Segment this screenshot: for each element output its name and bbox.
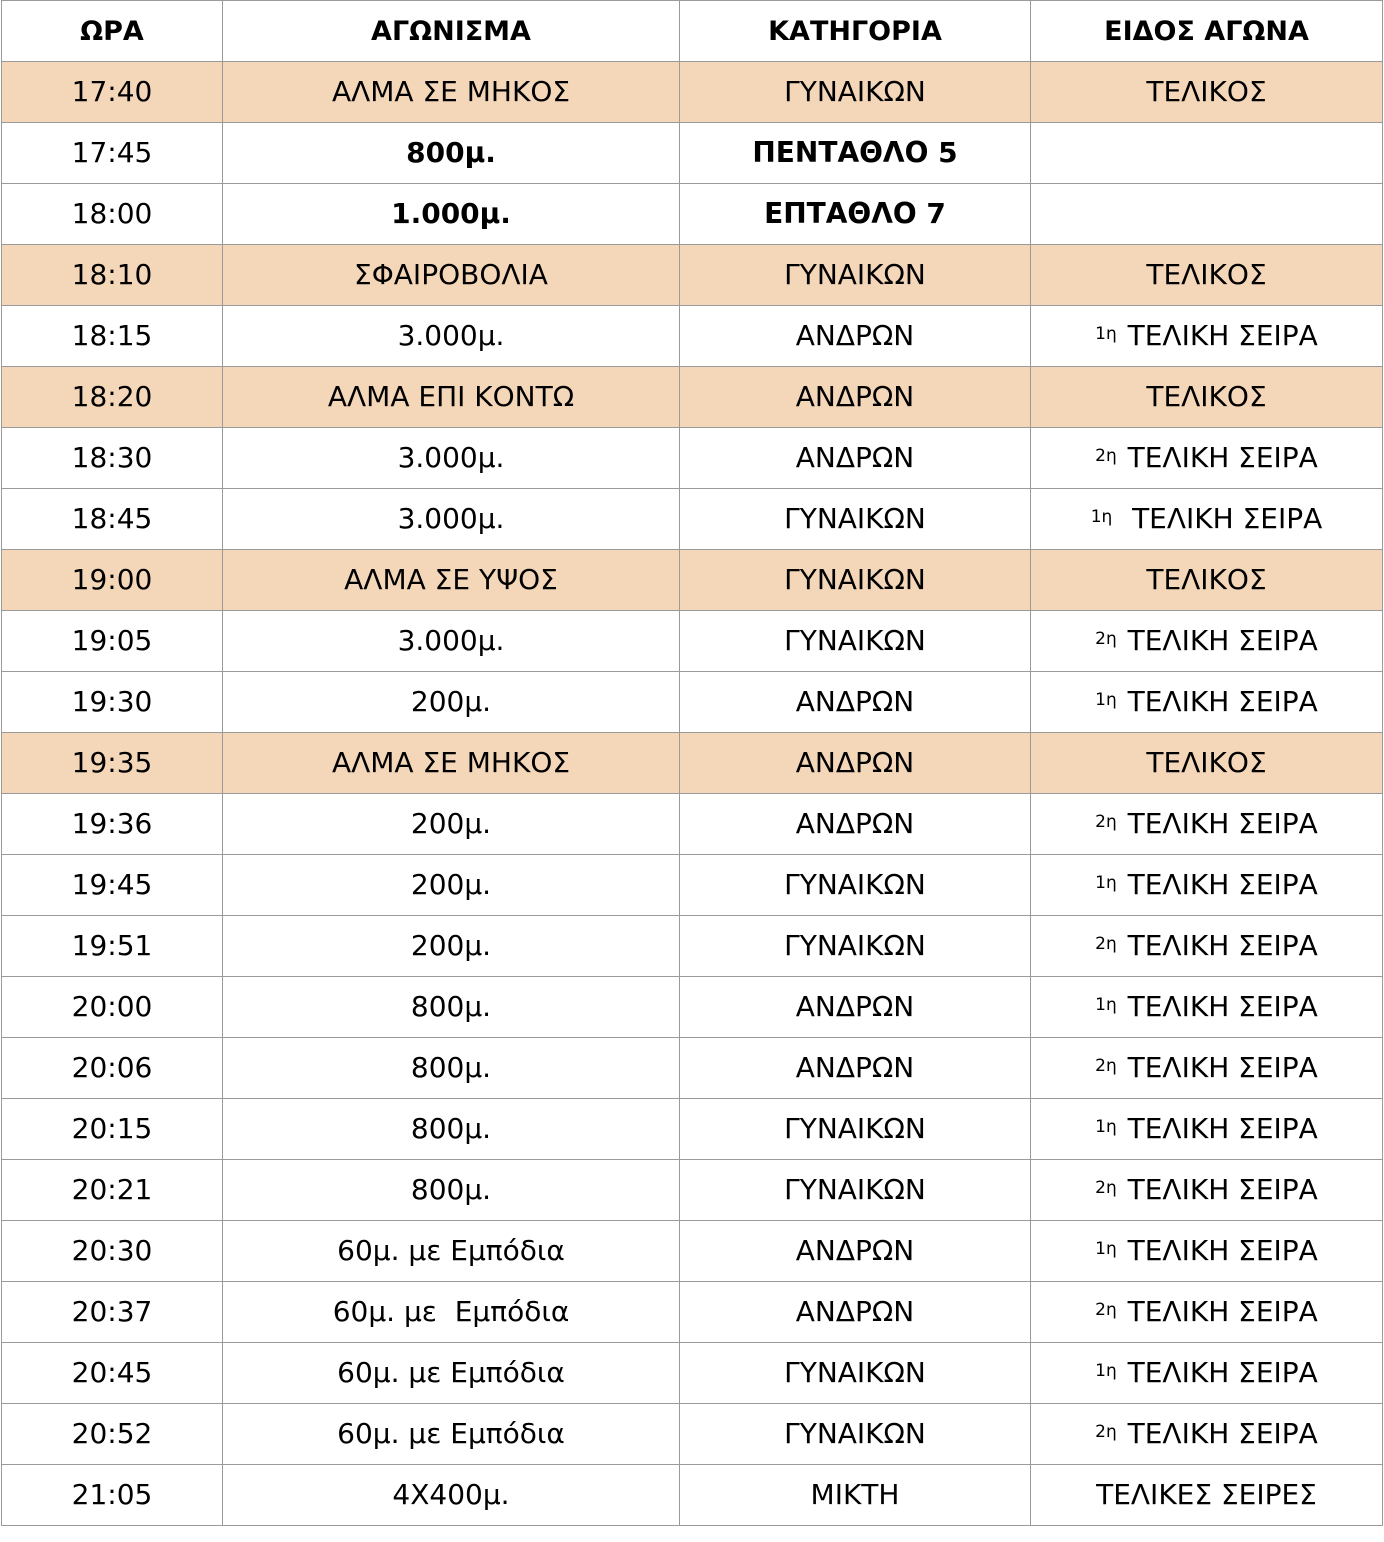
- cell-type: [1031, 489, 1383, 550]
- cell-event: 3.000μ.: [223, 489, 680, 550]
- type-text: ΤΕΛΙΚΗ ΣΕΙΡΑ: [1118, 868, 1318, 901]
- ordinal-mark: 2η: [1095, 934, 1117, 954]
- header-time: ΩΡΑ: [2, 1, 223, 62]
- cell-event: 800μ.: [223, 1160, 680, 1221]
- cell-category: ΓΥΝΑΙΚΩΝ: [680, 855, 1031, 916]
- cell-event: 1.000μ.: [223, 184, 680, 245]
- cell-time: 19:00: [2, 550, 223, 611]
- cell-time: 18:30: [2, 428, 223, 489]
- cell-category: ΠΕΝΤΑΘΛΟ 5: [680, 123, 1031, 184]
- table-row: [2, 62, 1383, 123]
- ordinal-mark: 2η: [1095, 1422, 1117, 1442]
- cell-category: ΓΥΝΑΙΚΩΝ: [680, 489, 1031, 550]
- table-row: [2, 245, 1383, 306]
- cell-type: [1031, 550, 1383, 611]
- cell-category: ΜΙΚΤΗ: [680, 1465, 1031, 1526]
- cell-type: [1031, 306, 1383, 367]
- schedule-table: [1, 0, 1383, 1526]
- cell-category: ΓΥΝΑΙΚΩΝ: [680, 1404, 1031, 1465]
- type-text: ΤΕΛΙΚΗ ΣΕΙΡΑ: [1114, 502, 1323, 535]
- cell-type: [1031, 1099, 1383, 1160]
- cell-time: 18:10: [2, 245, 223, 306]
- cell-time: 19:05: [2, 611, 223, 672]
- header-type: ΕΙΔΟΣ ΑΓΩΝΑ: [1031, 1, 1383, 62]
- cell-time: 18:00: [2, 184, 223, 245]
- cell-event: ΑΛΜΑ ΣΕ ΜΗΚΟΣ: [223, 733, 680, 794]
- cell-time: 20:37: [2, 1282, 223, 1343]
- table-row: [2, 1221, 1383, 1282]
- cell-event: 800μ.: [223, 1038, 680, 1099]
- cell-event: 4Χ400μ.: [223, 1465, 680, 1526]
- cell-time: 19:36: [2, 794, 223, 855]
- cell-category: ΓΥΝΑΙΚΩΝ: [680, 550, 1031, 611]
- cell-type: [1031, 367, 1383, 428]
- type-text: ΤΕΛΙΚΟΣ: [1146, 380, 1267, 413]
- cell-type: [1031, 977, 1383, 1038]
- table-row: [2, 977, 1383, 1038]
- header-row: [2, 1, 1383, 62]
- ordinal-mark: 1η: [1095, 873, 1117, 893]
- cell-time: 18:20: [2, 367, 223, 428]
- ordinal-mark: 1η: [1090, 507, 1113, 527]
- ordinal-mark: 1η: [1095, 995, 1117, 1015]
- cell-event: ΣΦΑΙΡΟΒΟΛΙΑ: [223, 245, 680, 306]
- cell-type: [1031, 794, 1383, 855]
- cell-time: 20:21: [2, 1160, 223, 1221]
- cell-event: 200μ.: [223, 794, 680, 855]
- cell-event: 200μ.: [223, 855, 680, 916]
- cell-time: 19:35: [2, 733, 223, 794]
- cell-category: ΕΠΤΑΘΛΟ 7: [680, 184, 1031, 245]
- cell-time: 21:05: [2, 1465, 223, 1526]
- ordinal-mark: 2η: [1095, 1056, 1117, 1076]
- table-row: [2, 855, 1383, 916]
- cell-type: [1031, 1465, 1383, 1526]
- cell-event: 60μ. με Εμπόδια: [223, 1404, 680, 1465]
- type-text: ΤΕΛΙΚΗ ΣΕΙΡΑ: [1118, 1417, 1318, 1450]
- table-row: [2, 1160, 1383, 1221]
- cell-type: [1031, 62, 1383, 123]
- cell-type: [1031, 672, 1383, 733]
- type-text: ΤΕΛΙΚΕΣ ΣΕΙΡΕΣ: [1096, 1478, 1317, 1511]
- table-row: [2, 1465, 1383, 1526]
- cell-category: ΓΥΝΑΙΚΩΝ: [680, 62, 1031, 123]
- cell-event: 3.000μ.: [223, 306, 680, 367]
- cell-time: 17:40: [2, 62, 223, 123]
- cell-time: 18:45: [2, 489, 223, 550]
- cell-category: ΑΝΔΡΩΝ: [680, 977, 1031, 1038]
- table-row: [2, 123, 1383, 184]
- type-text: ΤΕΛΙΚΗ ΣΕΙΡΑ: [1118, 807, 1318, 840]
- cell-time: 19:30: [2, 672, 223, 733]
- ordinal-mark: 1η: [1095, 1117, 1117, 1137]
- table-row: [2, 1099, 1383, 1160]
- type-text: ΤΕΛΙΚΗ ΣΕΙΡΑ: [1118, 1112, 1318, 1145]
- cell-type: [1031, 1221, 1383, 1282]
- cell-category: ΓΥΝΑΙΚΩΝ: [680, 916, 1031, 977]
- cell-time: 20:45: [2, 1343, 223, 1404]
- table-row: [2, 611, 1383, 672]
- ordinal-mark: 2η: [1095, 1178, 1117, 1198]
- type-text: ΤΕΛΙΚΟΣ: [1146, 746, 1267, 779]
- cell-event: ΑΛΜΑ ΕΠΙ ΚΟΝΤΩ: [223, 367, 680, 428]
- cell-type: [1031, 916, 1383, 977]
- table-row: [2, 550, 1383, 611]
- cell-type: [1031, 184, 1383, 245]
- table-row: [2, 1343, 1383, 1404]
- cell-event: 60μ. με Εμπόδια: [223, 1221, 680, 1282]
- table-row: [2, 367, 1383, 428]
- cell-type: [1031, 123, 1383, 184]
- cell-event: ΑΛΜΑ ΣΕ ΥΨΟΣ: [223, 550, 680, 611]
- ordinal-mark: 2η: [1095, 446, 1117, 466]
- cell-category: ΓΥΝΑΙΚΩΝ: [680, 1343, 1031, 1404]
- ordinal-mark: 2η: [1095, 629, 1117, 649]
- table-row: [2, 733, 1383, 794]
- table-row: [2, 489, 1383, 550]
- cell-event: 200μ.: [223, 916, 680, 977]
- cell-time: 20:00: [2, 977, 223, 1038]
- cell-event: 3.000μ.: [223, 428, 680, 489]
- type-text: ΤΕΛΙΚΗ ΣΕΙΡΑ: [1118, 624, 1318, 657]
- cell-type: [1031, 1282, 1383, 1343]
- cell-category: ΑΝΔΡΩΝ: [680, 733, 1031, 794]
- table-row: [2, 1282, 1383, 1343]
- cell-type: [1031, 611, 1383, 672]
- ordinal-mark: 1η: [1095, 1361, 1117, 1381]
- schedule-body: [2, 62, 1383, 1526]
- cell-type: [1031, 1343, 1383, 1404]
- cell-time: 20:06: [2, 1038, 223, 1099]
- cell-type: [1031, 1404, 1383, 1465]
- cell-type: [1031, 855, 1383, 916]
- cell-time: 18:15: [2, 306, 223, 367]
- cell-time: 19:51: [2, 916, 223, 977]
- type-text: ΤΕΛΙΚΗ ΣΕΙΡΑ: [1118, 1295, 1318, 1328]
- cell-event: 3.000μ.: [223, 611, 680, 672]
- table-row: [2, 1038, 1383, 1099]
- type-text: ΤΕΛΙΚΗ ΣΕΙΡΑ: [1118, 1051, 1318, 1084]
- table-row: [2, 428, 1383, 489]
- cell-category: ΑΝΔΡΩΝ: [680, 428, 1031, 489]
- cell-category: ΑΝΔΡΩΝ: [680, 794, 1031, 855]
- cell-category: ΑΝΔΡΩΝ: [680, 1282, 1031, 1343]
- type-text: ΤΕΛΙΚΗ ΣΕΙΡΑ: [1118, 319, 1318, 352]
- ordinal-mark: 1η: [1095, 1239, 1117, 1259]
- cell-category: ΓΥΝΑΙΚΩΝ: [680, 1099, 1031, 1160]
- ordinal-mark: 1η: [1095, 690, 1117, 710]
- table-row: [2, 1404, 1383, 1465]
- cell-category: ΑΝΔΡΩΝ: [680, 672, 1031, 733]
- cell-category: ΑΝΔΡΩΝ: [680, 367, 1031, 428]
- cell-category: ΓΥΝΑΙΚΩΝ: [680, 611, 1031, 672]
- cell-type: [1031, 245, 1383, 306]
- table-row: [2, 184, 1383, 245]
- cell-event: ΑΛΜΑ ΣΕ ΜΗΚΟΣ: [223, 62, 680, 123]
- cell-type: [1031, 733, 1383, 794]
- table-row: [2, 672, 1383, 733]
- type-text: ΤΕΛΙΚΗ ΣΕΙΡΑ: [1118, 1234, 1318, 1267]
- cell-category: ΓΥΝΑΙΚΩΝ: [680, 1160, 1031, 1221]
- cell-type: [1031, 428, 1383, 489]
- type-text: ΤΕΛΙΚΗ ΣΕΙΡΑ: [1118, 685, 1318, 718]
- cell-type: [1031, 1160, 1383, 1221]
- table-row: [2, 306, 1383, 367]
- cell-time: 20:15: [2, 1099, 223, 1160]
- cell-event: 60μ. με Εμπόδια: [223, 1282, 680, 1343]
- cell-type: [1031, 1038, 1383, 1099]
- cell-event: 800μ.: [223, 123, 680, 184]
- header-category: ΚΑΤΗΓΟΡΙΑ: [680, 1, 1031, 62]
- cell-category: ΑΝΔΡΩΝ: [680, 1221, 1031, 1282]
- cell-time: 20:52: [2, 1404, 223, 1465]
- cell-event: 200μ.: [223, 672, 680, 733]
- header-event: ΑΓΩΝΙΣΜΑ: [223, 1, 680, 62]
- type-text: ΤΕΛΙΚΗ ΣΕΙΡΑ: [1118, 1173, 1318, 1206]
- cell-time: 20:30: [2, 1221, 223, 1282]
- type-text: ΤΕΛΙΚΗ ΣΕΙΡΑ: [1118, 990, 1318, 1023]
- type-text: ΤΕΛΙΚΟΣ: [1146, 75, 1267, 108]
- ordinal-mark: 2η: [1095, 1300, 1117, 1320]
- type-text: ΤΕΛΙΚΗ ΣΕΙΡΑ: [1118, 929, 1318, 962]
- ordinal-mark: 1η: [1095, 324, 1117, 344]
- cell-event: 60μ. με Εμπόδια: [223, 1343, 680, 1404]
- type-text: ΤΕΛΙΚΟΣ: [1146, 258, 1267, 291]
- type-text: ΤΕΛΙΚΗ ΣΕΙΡΑ: [1118, 441, 1318, 474]
- cell-event: 800μ.: [223, 977, 680, 1038]
- table-row: [2, 916, 1383, 977]
- table-row: [2, 794, 1383, 855]
- type-text: ΤΕΛΙΚΗ ΣΕΙΡΑ: [1118, 1356, 1318, 1389]
- cell-time: 19:45: [2, 855, 223, 916]
- cell-category: ΑΝΔΡΩΝ: [680, 306, 1031, 367]
- ordinal-mark: 2η: [1095, 812, 1117, 832]
- cell-category: ΑΝΔΡΩΝ: [680, 1038, 1031, 1099]
- cell-event: 800μ.: [223, 1099, 680, 1160]
- cell-category: ΓΥΝΑΙΚΩΝ: [680, 245, 1031, 306]
- cell-time: 17:45: [2, 123, 223, 184]
- type-text: ΤΕΛΙΚΟΣ: [1146, 563, 1267, 596]
